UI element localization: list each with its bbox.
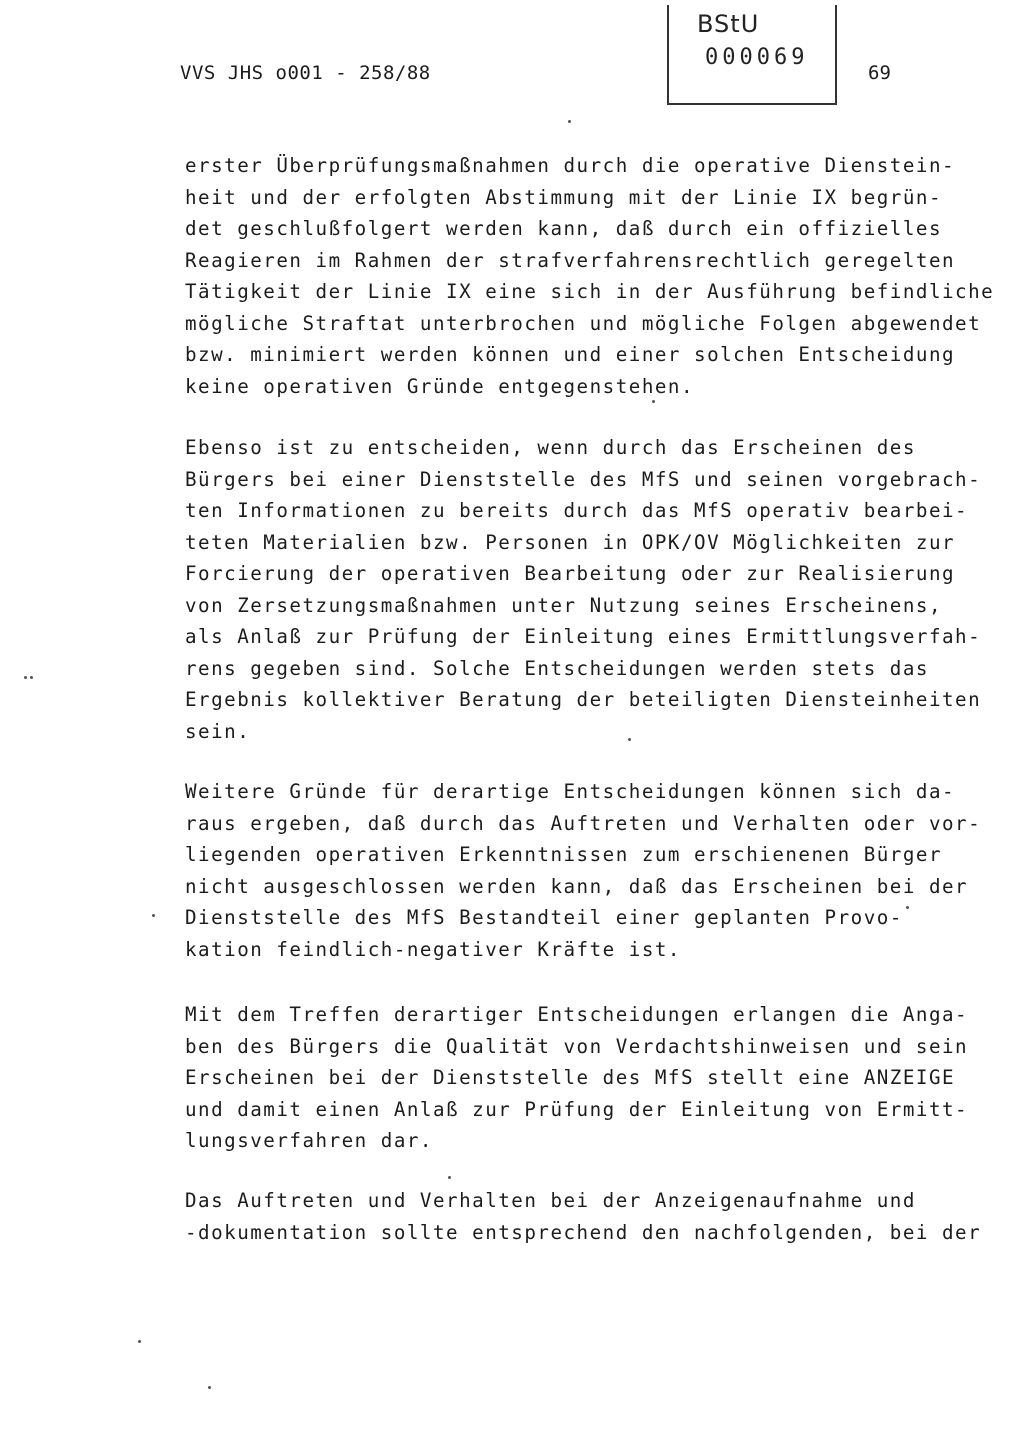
text-line: Ergebnis kollektiver Beratung der beteiligten Diensteinheiten xyxy=(185,688,982,711)
scan-speck xyxy=(906,906,909,909)
text-line: Ebenso ist zu entscheiden, wenn durch das Erscheinen des xyxy=(185,436,916,459)
text-line: heit und der erfolgten Abstimmung mit der Linie IX begrün- xyxy=(185,185,943,209)
archive-stamp-label: BStU xyxy=(697,10,760,38)
text-line: raus ergeben, daß durch das Auftreten und Verhalten oder vor- xyxy=(185,811,982,835)
scan-speck xyxy=(208,1386,211,1389)
scan-speck xyxy=(628,738,631,741)
paragraph-2 xyxy=(185,432,982,747)
scan-speck xyxy=(448,1176,451,1179)
scan-speck xyxy=(30,676,33,679)
scan-speck xyxy=(152,914,155,917)
text-line: Das Auftreten und Verhalten bei der Anzeigenaufnahme und xyxy=(185,1189,916,1212)
text-line: lungsverfahren dar. xyxy=(185,1129,433,1152)
text-line: liegenden operativen Erkenntnissen zum erschienenen Bürger xyxy=(185,843,943,866)
text-line: keine operativen Gründe entgegenstehen. xyxy=(185,374,695,398)
paragraph-1 xyxy=(185,150,995,402)
text-line: Weitere Gründe für derartige Entscheidungen können sich da- xyxy=(185,780,956,803)
text-line: sein. xyxy=(185,719,251,743)
text-line: Erscheinen bei der Dienststelle des MfS stellt eine ANZEIGE xyxy=(185,1066,956,1089)
paragraph-5 xyxy=(185,1185,982,1248)
paragraph-4 xyxy=(185,999,975,1157)
text-line: kation feindlich-negativer Kräfte ist. xyxy=(185,937,681,961)
scan-speck xyxy=(652,400,655,403)
text-line: Forcierung der operativen Bearbeitung oder zur Realisierung xyxy=(185,562,956,585)
scan-speck xyxy=(24,676,27,679)
archive-stamp-number: 000069 xyxy=(705,45,809,70)
text-line: von Zersetzungsmaßnahmen unter Nutzung seines Erscheinens, xyxy=(185,593,943,617)
text-line: Bürgers bei einer Dienststelle des MfS und seinen vorgebrach- xyxy=(185,467,982,491)
text-line: und damit einen Anlaß zur Prüfung der Einleitung von Ermitt- xyxy=(185,1097,969,1121)
text-line: bzw. minimiert werden können und einer solchen Entscheidung xyxy=(185,343,956,366)
text-line: -dokumentation sollte entsprechend den nachfolgenden, bei der xyxy=(185,1220,982,1244)
text-line: Tätigkeit der Linie IX eine sich in der Ausführung befindliche xyxy=(185,280,995,303)
text-line: rens gegeben sind. Solche Entscheidungen werden stets das xyxy=(185,656,929,680)
text-line: Dienststelle des MfS Bestandteil einer geplanten Provo- xyxy=(185,906,903,929)
text-line: ben des Bürgers die Qualität von Verdachtshinweisen und sein xyxy=(185,1034,969,1058)
text-line: nicht ausgeschlossen werden kann, daß das Erscheinen bei der xyxy=(185,874,969,898)
text-line: Reagieren im Rahmen der strafverfahrensrechtlich geregelten xyxy=(185,248,956,272)
paragraph-3 xyxy=(185,776,982,965)
text-line: Mit dem Treffen derartiger Entscheidungen erlangen die Anga- xyxy=(185,1003,969,1026)
text-line: als Anlaß zur Prüfung der Einleitung eines Ermittlungsverfah- xyxy=(185,625,982,648)
text-line: erster Überprüfungsmaßnahmen durch die operative Dienstein- xyxy=(185,154,956,177)
page-number: 69 xyxy=(868,62,891,84)
text-line: mögliche Straftat unterbrochen und mögliche Folgen abgewendet xyxy=(185,311,982,335)
text-line: ten Informationen zu bereits durch das MfS operativ bearbei- xyxy=(185,499,969,522)
scan-speck xyxy=(138,1340,141,1343)
scan-speck xyxy=(568,120,571,123)
text-line: teten Materialien bzw. Personen in OPK/OV Möglichkeiten zur xyxy=(185,530,956,554)
document-reference: VVS JHS o001 - 258/88 xyxy=(180,62,431,84)
text-line: det geschlußfolgert werden kann, daß durch ein offizielles xyxy=(185,217,943,240)
